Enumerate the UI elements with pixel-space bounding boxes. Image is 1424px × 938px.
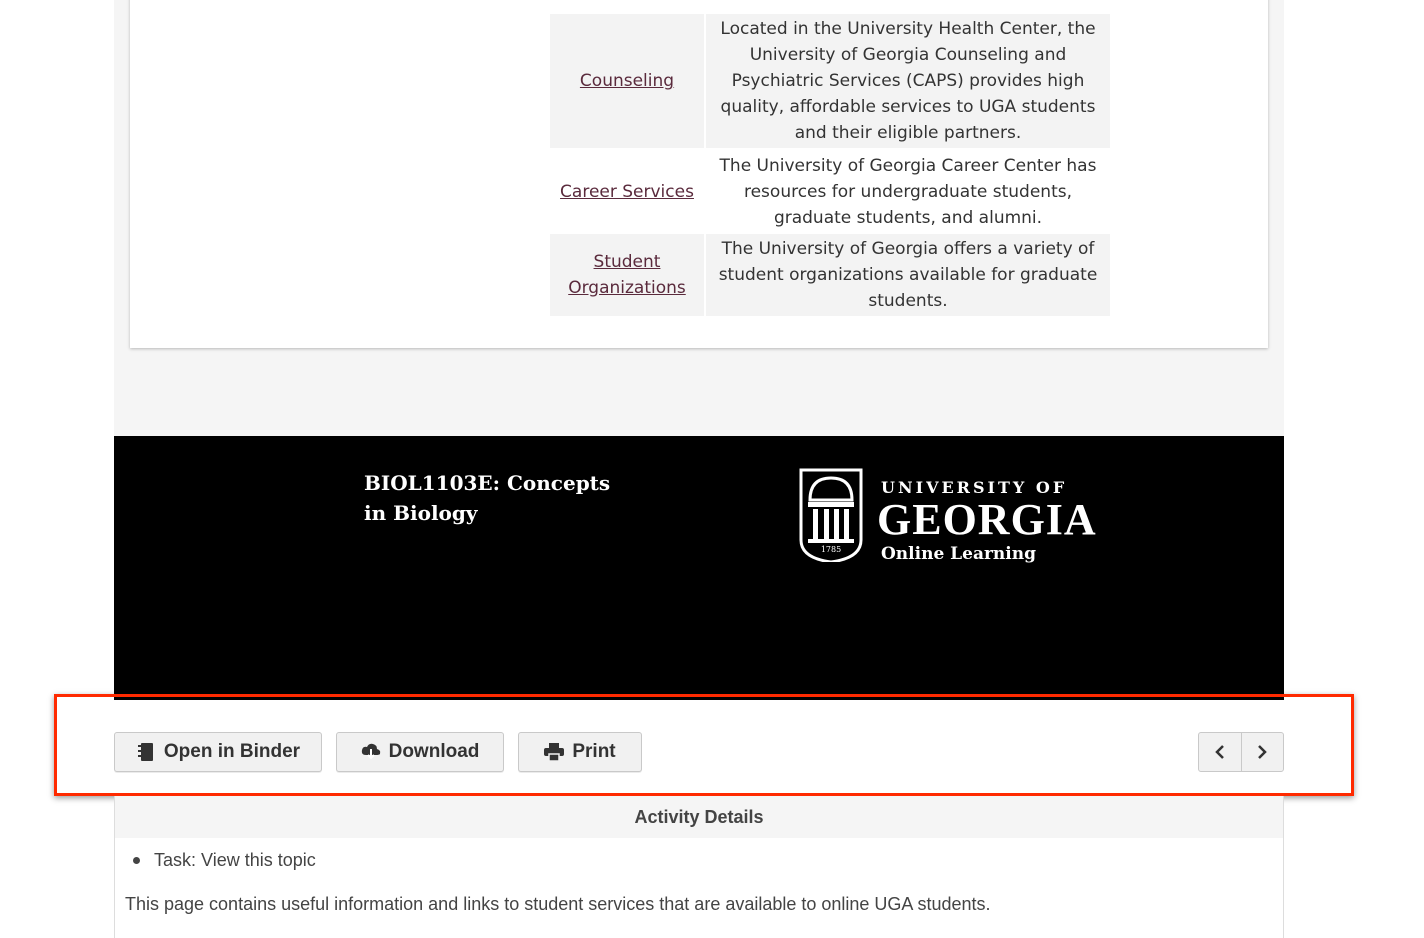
table-row [550, 150, 1110, 234]
logo-university-of: UNIVERSITY OF [881, 478, 1068, 497]
service-description-cell [706, 234, 1110, 316]
download-label: Download [388, 741, 480, 762]
service-description-cell [706, 14, 1110, 148]
logo-online-learning: Online Learning [881, 544, 1036, 564]
print-button[interactable] [518, 732, 642, 772]
activity-details-panel [114, 796, 1284, 938]
task-item [133, 850, 316, 871]
cloud-download-icon [361, 742, 381, 762]
service-name-cell [550, 14, 704, 148]
arch-seal-icon [798, 466, 864, 562]
service-description: Located in the University Health Center, the University of Georgia Counseling and Psychiatric Services (CAPS) provides high quality, affordable services to UGA students and their eligible partners. [720, 19, 1096, 143]
seal-year: 1785 [820, 545, 842, 554]
table-row [550, 234, 1110, 316]
open-in-binder-button[interactable] [114, 732, 322, 772]
service-description: The University of Georgia Career Center has resources for undergraduate students, graduate students, and alumni. [719, 156, 1097, 228]
binder-icon [136, 742, 156, 762]
clipped-description [706, 0, 1110, 2]
career-services-link[interactable]: Career Services [560, 182, 694, 202]
service-description: The University of Georgia offers a variety of student organizations available for graduate students. [718, 239, 1098, 311]
bullet-icon [133, 857, 140, 864]
activity-description: This page contains useful information and links to student services that are available to online UGA students. [125, 894, 991, 914]
previous-topic-button[interactable] [1199, 733, 1241, 771]
uga-online-learning-logo [798, 466, 1098, 566]
print-label: Print [572, 741, 616, 762]
activity-details-heading: Activity Details [115, 796, 1283, 838]
logo-georgia: GEORGIA [877, 495, 1097, 544]
chevron-right-icon [1257, 744, 1267, 760]
course-title: BIOL1103E: Concepts in Biology [364, 471, 611, 525]
topic-navigation [1198, 732, 1284, 772]
download-button[interactable] [336, 732, 504, 772]
table-row [550, 14, 1110, 148]
content-card [130, 0, 1268, 348]
course-footer [114, 436, 1284, 700]
student-organizations-link[interactable]: Student Organizations [568, 252, 686, 298]
chevron-left-icon [1215, 744, 1225, 760]
printer-icon [544, 742, 564, 762]
next-topic-button[interactable] [1241, 733, 1284, 771]
service-name-cell [550, 234, 704, 316]
service-name-cell [550, 150, 704, 234]
open-in-binder-label: Open in Binder [163, 741, 301, 762]
counseling-link[interactable]: Counseling [579, 71, 675, 91]
task-text: Task: View this topic [154, 850, 316, 870]
service-description-cell [706, 150, 1110, 234]
